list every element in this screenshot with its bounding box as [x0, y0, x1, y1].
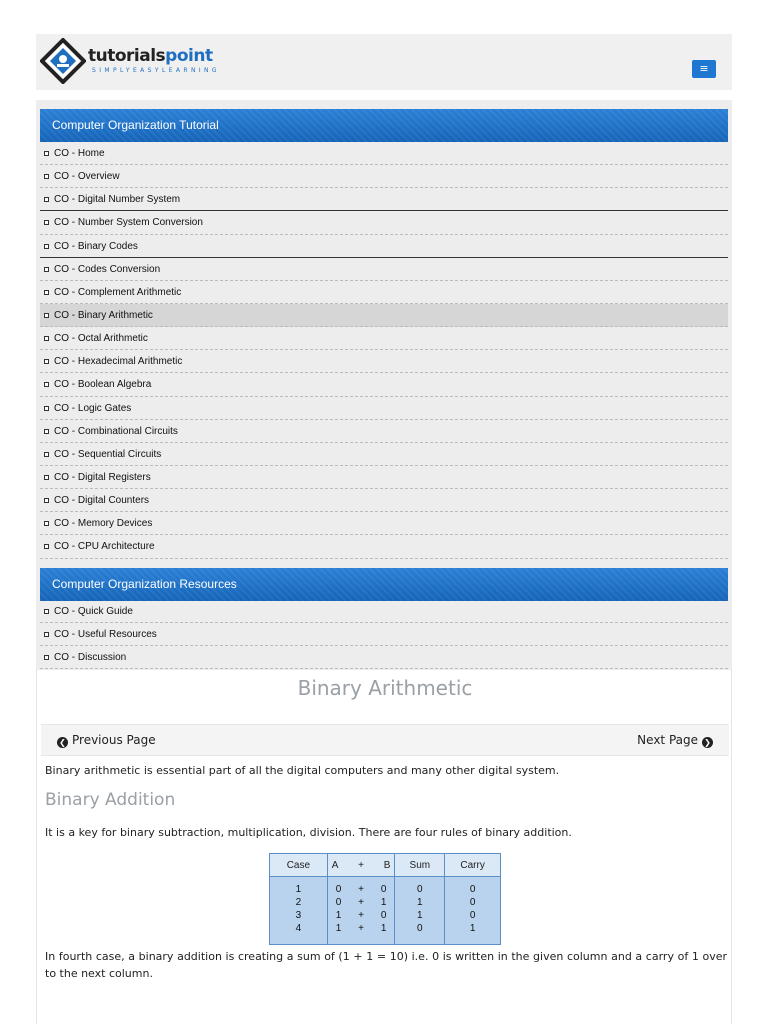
table-cell: 0 — [417, 884, 423, 895]
sidebar-item-label: CO - Octal Arithmetic — [54, 333, 148, 345]
next-page-link[interactable] — [637, 733, 713, 748]
header-carry: Carry — [445, 854, 501, 877]
bullet-square-icon — [44, 151, 49, 156]
bullet-square-icon — [44, 336, 49, 341]
sidebar-item-label: CO - Home — [54, 148, 105, 159]
bullet-square-icon — [44, 452, 49, 457]
closing-paragraph: In fourth case, a binary addition is creating a sum of (1 + 1 = 10) i.e. 0 is written in the given column and a carry of 1 over to the next column. — [45, 950, 727, 980]
sidebar-item-label: CO - Overview — [54, 171, 120, 183]
sidebar-item-label: CO - Logic Gates — [54, 402, 132, 414]
bullet-square-icon — [44, 498, 49, 503]
table-header-row — [270, 854, 501, 877]
sidebar-tutorial-list — [40, 142, 728, 559]
table-cell: 1 — [469, 923, 476, 934]
hamburger-icon: ≡ — [699, 62, 709, 75]
bullet-square-icon — [44, 220, 49, 225]
sidebar-item-label: CO - Discussion — [54, 652, 127, 664]
sidebar-item-label: CO - Hexadecimal Arithmetic — [54, 356, 183, 368]
sidebar-item-label: CO - Binary Codes — [54, 240, 138, 252]
sidebar-item[interactable] — [40, 443, 728, 466]
sidebar-item[interactable] — [40, 165, 728, 188]
bullet-square-icon — [44, 475, 49, 480]
sidebar-item-label: CO - Digital Counters — [54, 495, 150, 507]
table-cell: 4 — [295, 923, 302, 934]
page-title: Binary Arithmetic — [297, 676, 473, 700]
table-cell: 1 + 0 — [335, 910, 387, 921]
bullet-square-icon — [44, 290, 49, 295]
bullet-square-icon — [44, 632, 49, 637]
intro-paragraph: Binary arithmetic is essential part of all the digital computers and many other digital system. — [45, 764, 560, 777]
sidebar-item-label: CO - CPU Architecture — [54, 541, 155, 553]
sidebar-item[interactable] — [40, 535, 728, 558]
sidebar-item-label: CO - Codes Conversion — [54, 263, 161, 275]
bullet-square-icon — [44, 429, 49, 434]
bullet-square-icon — [44, 406, 49, 411]
sidebar-item-label: CO - Digital Number System — [54, 194, 181, 206]
main-content — [36, 670, 732, 1024]
bullet-square-icon — [44, 267, 49, 272]
sidebar-item[interactable] — [40, 466, 728, 489]
a-plus-b-column — [327, 877, 395, 945]
sidebar-item[interactable] — [40, 281, 728, 304]
header-case: Case — [270, 854, 328, 877]
sidebar-item[interactable] — [40, 623, 728, 646]
arrow-right-circle-icon: ❯ — [702, 737, 713, 748]
logo-tagline: SIMPLYEASYLEARNING — [92, 67, 220, 74]
table-cell: 0 — [469, 884, 476, 895]
bullet-square-icon — [44, 382, 49, 387]
sidebar-item[interactable] — [40, 258, 728, 281]
sidebar-item-label: CO - Number System Conversion — [54, 217, 203, 229]
sidebar-resources-list — [40, 600, 728, 669]
sidebar-item[interactable] — [40, 600, 728, 623]
previous-page-label: Previous Page — [72, 733, 156, 747]
sidebar-item[interactable] — [40, 397, 728, 420]
sidebar-item-label: CO - Binary Arithmetic — [54, 309, 153, 321]
sidebar-item[interactable] — [40, 489, 728, 512]
table-cell: 1 — [417, 897, 423, 908]
sidebar — [36, 100, 732, 670]
bullet-square-icon — [44, 313, 49, 318]
bullet-square-icon — [44, 174, 49, 179]
sidebar-item[interactable] — [40, 373, 728, 396]
table-cell: 1 + 1 — [335, 923, 387, 934]
bullet-square-icon — [44, 655, 49, 660]
next-page-label: Next Page — [637, 733, 698, 747]
sidebar-item-label: CO - Boolean Algebra — [54, 379, 152, 391]
table-cell: 0 — [469, 897, 476, 908]
case-column — [270, 877, 328, 945]
bullet-square-icon — [44, 359, 49, 364]
sidebar-item[interactable] — [40, 420, 728, 443]
sidebar-resources-heading: Computer Organization Resources — [40, 568, 728, 601]
table-cell: 0 + 1 — [335, 897, 387, 908]
table-row — [270, 877, 501, 945]
bullet-square-icon — [44, 609, 49, 614]
table-cell: 0 + 0 — [335, 884, 387, 895]
menu-button[interactable] — [692, 60, 716, 78]
section-intro-paragraph: It is a key for binary subtraction, multiplication, division. There are four rules of binary addition. — [45, 826, 572, 839]
sidebar-item-label: CO - Digital Registers — [54, 471, 151, 483]
section-title: Binary Addition — [45, 790, 176, 810]
arrow-left-circle-icon: ❮ — [57, 737, 68, 748]
table-cell: 2 — [295, 897, 302, 908]
site-header — [36, 34, 732, 90]
table-cell: 1 — [417, 910, 423, 921]
sum-column — [395, 877, 445, 945]
sidebar-item-label: CO - Sequential Circuits — [54, 448, 162, 460]
sidebar-item[interactable] — [40, 188, 728, 211]
bullet-square-icon — [44, 197, 49, 202]
table-cell: 0 — [469, 910, 476, 921]
sidebar-item[interactable] — [40, 235, 728, 258]
bullet-square-icon — [44, 244, 49, 249]
carry-column — [445, 877, 501, 945]
site-logo[interactable] — [38, 36, 218, 86]
table-cell: 0 — [417, 923, 423, 934]
logo-diamond-icon — [40, 38, 86, 84]
table-cell: 1 — [295, 884, 302, 895]
table-cell: 3 — [295, 910, 302, 921]
bullet-square-icon — [44, 521, 49, 526]
sidebar-item[interactable] — [40, 327, 728, 350]
sidebar-item-label: CO - Quick Guide — [54, 606, 133, 617]
sidebar-item[interactable] — [40, 211, 728, 234]
sidebar-item-label: CO - Memory Devices — [54, 518, 153, 530]
bullet-square-icon — [44, 544, 49, 549]
sidebar-item[interactable] — [40, 646, 728, 669]
binary-addition-table — [269, 853, 501, 945]
sidebar-item-label: CO - Combinational Circuits — [54, 425, 178, 437]
header-sum: Sum — [395, 854, 445, 877]
previous-page-link[interactable] — [57, 733, 156, 748]
page-navigation — [41, 724, 729, 756]
sidebar-item[interactable] — [40, 512, 728, 535]
sidebar-item[interactable] — [40, 350, 728, 373]
sidebar-item-label: CO - Complement Arithmetic — [54, 286, 182, 298]
sidebar-item[interactable] — [40, 304, 728, 327]
header-a-plus-b: A + B — [327, 854, 395, 877]
sidebar-item[interactable] — [40, 142, 728, 165]
logo-wordmark: tutorialspoint — [88, 46, 213, 66]
sidebar-item-label: CO - Useful Resources — [54, 629, 157, 641]
sidebar-tutorial-heading: Computer Organization Tutorial — [40, 109, 728, 142]
